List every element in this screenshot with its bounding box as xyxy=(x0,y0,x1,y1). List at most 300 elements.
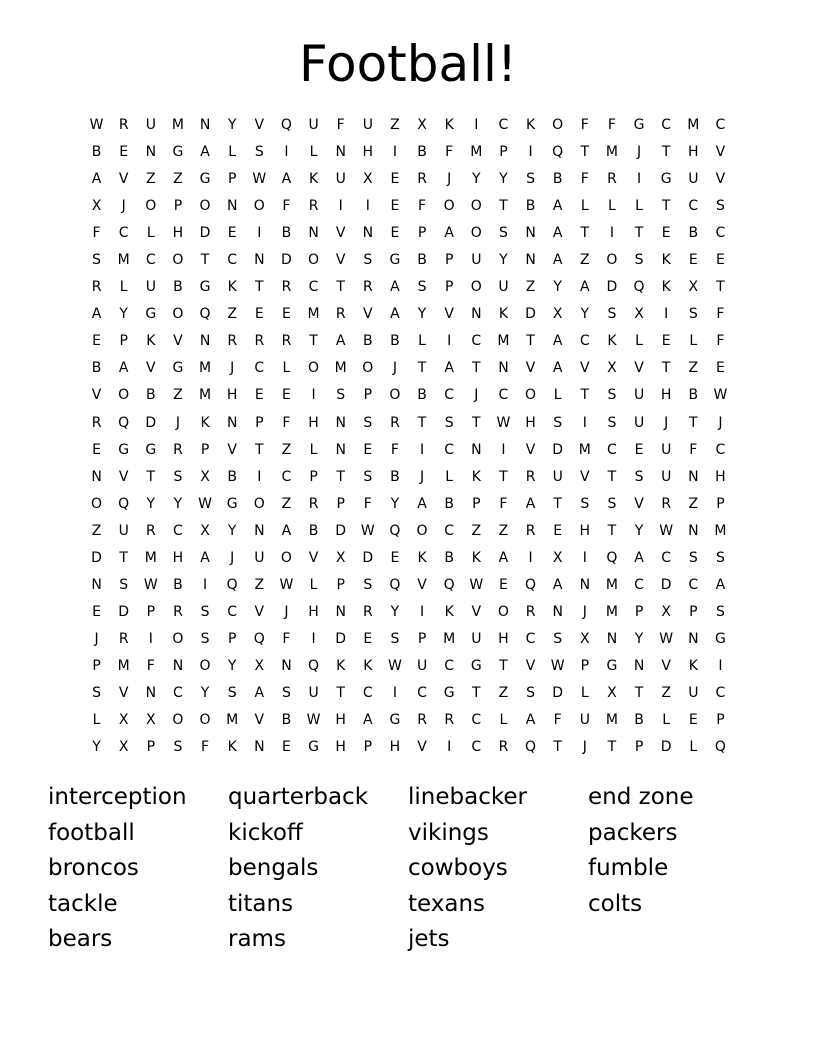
grid-cell[interactable]: W xyxy=(279,576,294,593)
grid-cell[interactable]: O xyxy=(199,657,211,674)
grid-cell[interactable]: K xyxy=(146,333,156,350)
grid-cell[interactable]: J xyxy=(284,603,289,620)
grid-cell[interactable]: A xyxy=(552,360,563,377)
grid-cell[interactable]: W xyxy=(388,657,402,674)
grid-cell[interactable]: X xyxy=(634,306,644,323)
grid-cell[interactable]: T xyxy=(417,360,427,377)
grid-cell[interactable]: C xyxy=(227,603,238,620)
grid-cell[interactable]: O xyxy=(172,252,184,269)
grid-cell[interactable]: C xyxy=(444,441,455,458)
grid-cell[interactable]: N xyxy=(471,441,482,458)
grid-cell[interactable]: H xyxy=(308,414,319,431)
grid-cell[interactable]: E xyxy=(363,441,373,458)
grid-cell[interactable]: R xyxy=(362,279,373,296)
grid-cell[interactable]: B xyxy=(390,468,400,485)
grid-cell[interactable]: A xyxy=(498,549,509,566)
grid-cell[interactable]: A xyxy=(552,333,563,350)
grid-cell[interactable]: P xyxy=(580,657,590,674)
grid-cell[interactable]: T xyxy=(336,279,345,296)
grid-cell[interactable]: N xyxy=(606,630,618,647)
grid-cell[interactable]: J xyxy=(474,387,479,404)
grid-cell[interactable]: B xyxy=(417,387,427,404)
grid-cell[interactable]: Q xyxy=(118,414,130,431)
grid-cell[interactable]: Z xyxy=(227,306,237,323)
grid-cell[interactable]: T xyxy=(634,684,644,701)
grid-cell[interactable]: I xyxy=(392,144,397,161)
grid-cell[interactable]: Q xyxy=(226,576,238,593)
grid-cell[interactable]: A xyxy=(200,144,210,161)
grid-cell[interactable]: X xyxy=(200,522,210,539)
grid-cell[interactable]: P xyxy=(417,225,427,242)
grid-cell[interactable]: S xyxy=(526,684,535,701)
grid-cell[interactable]: Q xyxy=(633,279,645,296)
grid-cell[interactable]: Y xyxy=(634,522,644,539)
grid-cell[interactable]: B xyxy=(173,576,183,593)
grid-cell[interactable]: N xyxy=(199,333,211,350)
grid-cell[interactable]: J xyxy=(230,549,235,566)
grid-cell[interactable]: U xyxy=(254,549,265,566)
grid-cell[interactable]: X xyxy=(200,468,210,485)
grid-cell[interactable]: V xyxy=(308,549,319,566)
grid-cell[interactable]: L xyxy=(282,360,291,377)
grid-cell[interactable]: V xyxy=(335,225,346,242)
grid-cell[interactable]: E xyxy=(688,712,698,729)
grid-cell[interactable]: O xyxy=(308,360,320,377)
grid-cell[interactable]: P xyxy=(499,144,508,161)
grid-cell[interactable]: M xyxy=(605,144,618,161)
grid-cell[interactable]: K xyxy=(336,657,346,674)
grid-cell[interactable]: S xyxy=(200,603,210,620)
grid-cell[interactable]: U xyxy=(335,171,346,188)
grid-cell[interactable]: I xyxy=(528,144,533,161)
grid-cell[interactable]: U xyxy=(471,630,482,647)
grid-cell[interactable]: B xyxy=(91,360,102,377)
grid-cell[interactable]: C xyxy=(661,117,672,133)
grid-cell[interactable]: V xyxy=(580,468,590,485)
grid-cell[interactable]: Z xyxy=(580,252,590,269)
grid-cell[interactable]: K xyxy=(498,306,509,323)
grid-cell[interactable]: L xyxy=(635,198,643,215)
grid-cell[interactable]: Y xyxy=(499,171,508,188)
grid-cell[interactable]: R xyxy=(417,712,427,729)
grid-cell[interactable]: N xyxy=(335,603,346,620)
grid-cell[interactable]: T xyxy=(119,549,128,566)
grid-cell[interactable]: Z xyxy=(471,522,482,539)
grid-cell[interactable]: H xyxy=(172,225,184,242)
grid-cell[interactable]: R xyxy=(308,198,319,215)
grid-cell[interactable]: F xyxy=(390,441,399,458)
grid-cell[interactable]: P xyxy=(255,414,264,431)
grid-cell[interactable]: P xyxy=(417,630,427,647)
grid-cell[interactable]: G xyxy=(715,630,726,647)
grid-cell[interactable]: N xyxy=(498,360,509,377)
grid-cell[interactable]: S xyxy=(336,387,346,404)
grid-cell[interactable]: Q xyxy=(714,739,726,756)
grid-cell[interactable]: E xyxy=(390,549,400,566)
grid-cell[interactable]: N xyxy=(335,144,346,161)
grid-cell[interactable]: T xyxy=(146,468,156,485)
grid-cell[interactable]: T xyxy=(607,468,617,485)
grid-cell[interactable]: U xyxy=(552,468,563,485)
grid-cell[interactable]: M xyxy=(605,603,618,620)
grid-cell[interactable]: O xyxy=(606,252,618,269)
grid-cell[interactable]: Y xyxy=(634,630,644,647)
grid-cell[interactable]: O xyxy=(172,712,184,729)
grid-cell[interactable]: T xyxy=(499,198,508,215)
grid-cell[interactable]: V xyxy=(715,144,726,161)
grid-cell[interactable]: R xyxy=(525,603,536,620)
grid-cell[interactable]: H xyxy=(335,712,346,729)
grid-cell[interactable]: E xyxy=(661,225,671,242)
grid-cell[interactable]: L xyxy=(580,198,589,215)
grid-cell[interactable]: M xyxy=(605,712,618,729)
grid-cell[interactable]: C xyxy=(281,468,292,485)
grid-cell[interactable]: M xyxy=(497,333,510,350)
grid-cell[interactable]: W xyxy=(659,522,674,539)
grid-cell[interactable]: Q xyxy=(389,576,401,593)
grid-cell[interactable]: R xyxy=(362,603,373,620)
grid-cell[interactable]: M xyxy=(199,360,212,377)
grid-cell[interactable]: N xyxy=(145,144,157,161)
grid-cell[interactable]: A xyxy=(525,712,536,729)
grid-cell[interactable]: J xyxy=(718,414,723,431)
grid-cell[interactable]: F xyxy=(363,495,372,512)
grid-cell[interactable]: Y xyxy=(499,252,508,269)
grid-cell[interactable]: P xyxy=(472,495,481,512)
grid-cell[interactable]: L xyxy=(92,712,101,729)
grid-cell[interactable]: G xyxy=(606,657,618,674)
grid-cell[interactable]: C xyxy=(227,252,238,269)
grid-cell[interactable]: Y xyxy=(417,306,427,323)
grid-cell[interactable]: H xyxy=(525,414,536,431)
grid-cell[interactable]: A xyxy=(390,279,400,296)
grid-cell[interactable]: L xyxy=(228,144,237,161)
grid-cell[interactable]: T xyxy=(607,522,617,539)
grid-cell[interactable]: Y xyxy=(146,495,156,512)
grid-cell[interactable]: N xyxy=(308,225,319,242)
grid-cell[interactable]: P xyxy=(716,712,725,729)
grid-cell[interactable]: U xyxy=(661,468,672,485)
grid-cell[interactable]: L xyxy=(445,468,454,485)
grid-cell[interactable]: V xyxy=(118,171,129,188)
grid-cell[interactable]: E xyxy=(390,171,400,188)
grid-cell[interactable]: D xyxy=(145,414,157,431)
grid-cell[interactable]: A xyxy=(91,306,102,323)
grid-cell[interactable]: B xyxy=(146,387,156,404)
grid-cell[interactable]: Q xyxy=(253,630,265,647)
grid-cell[interactable]: S xyxy=(715,603,725,620)
grid-cell[interactable]: B xyxy=(227,468,237,485)
grid-cell[interactable]: A xyxy=(552,252,563,269)
grid-cell[interactable]: X xyxy=(254,657,265,674)
grid-cell[interactable]: K xyxy=(363,657,373,674)
grid-cell[interactable]: Q xyxy=(199,306,211,323)
grid-cell[interactable]: N xyxy=(525,252,536,269)
grid-cell[interactable]: J xyxy=(230,360,235,377)
grid-cell[interactable]: E xyxy=(634,441,644,458)
grid-cell[interactable]: O xyxy=(308,252,320,269)
grid-cell[interactable]: E xyxy=(390,225,400,242)
grid-cell[interactable]: B xyxy=(281,712,292,729)
grid-cell[interactable]: P xyxy=(336,576,345,593)
grid-cell[interactable]: T xyxy=(553,495,562,512)
grid-cell[interactable]: I xyxy=(338,198,343,215)
grid-cell[interactable]: W xyxy=(659,630,674,647)
grid-cell[interactable]: S xyxy=(526,171,535,188)
grid-cell[interactable]: C xyxy=(715,441,726,458)
grid-cell[interactable]: Y xyxy=(92,739,101,756)
grid-cell[interactable]: R xyxy=(390,414,400,431)
grid-cell[interactable]: I xyxy=(148,630,153,647)
grid-cell[interactable]: T xyxy=(255,279,264,296)
grid-cell[interactable]: M xyxy=(443,630,456,647)
grid-cell[interactable]: F xyxy=(445,144,454,161)
grid-cell[interactable]: O xyxy=(199,198,211,215)
grid-cell[interactable]: X xyxy=(335,549,346,566)
grid-cell[interactable]: C xyxy=(444,657,455,674)
grid-cell[interactable]: A xyxy=(552,576,563,593)
grid-cell[interactable]: C xyxy=(715,684,726,701)
grid-cell[interactable]: D xyxy=(335,630,347,647)
grid-cell[interactable]: P xyxy=(227,630,237,647)
grid-cell[interactable]: N xyxy=(688,522,699,539)
grid-cell[interactable]: P xyxy=(363,739,373,756)
grid-cell[interactable]: S xyxy=(254,144,264,161)
grid-cell[interactable]: D xyxy=(525,306,536,323)
grid-cell[interactable]: K xyxy=(308,171,319,188)
grid-cell[interactable]: K xyxy=(444,603,454,620)
grid-cell[interactable]: F xyxy=(689,441,698,458)
grid-cell[interactable]: B xyxy=(688,225,699,242)
grid-cell[interactable]: M xyxy=(307,306,320,323)
grid-cell[interactable]: C xyxy=(471,739,482,756)
grid-cell[interactable]: S xyxy=(173,739,183,756)
grid-cell[interactable]: H xyxy=(688,144,699,161)
grid-cell[interactable]: E xyxy=(254,306,264,323)
grid-cell[interactable]: K xyxy=(227,739,237,756)
grid-cell[interactable]: S xyxy=(688,306,698,323)
grid-cell[interactable]: R xyxy=(281,333,292,350)
grid-cell[interactable]: O xyxy=(525,387,537,404)
grid-cell[interactable]: C xyxy=(498,117,509,133)
grid-cell[interactable]: V xyxy=(525,657,536,674)
grid-cell[interactable]: R xyxy=(145,522,156,539)
grid-cell[interactable]: O xyxy=(389,387,401,404)
grid-cell[interactable]: D xyxy=(606,279,618,296)
grid-cell[interactable]: D xyxy=(199,225,211,242)
grid-cell[interactable]: W xyxy=(713,387,728,404)
grid-cell[interactable]: H xyxy=(715,468,726,485)
grid-cell[interactable]: I xyxy=(474,117,479,133)
grid-cell[interactable]: N xyxy=(226,414,238,431)
grid-cell[interactable]: H xyxy=(335,739,346,756)
grid-cell[interactable]: U xyxy=(498,279,509,296)
grid-cell[interactable]: N xyxy=(633,657,645,674)
grid-cell[interactable]: Z xyxy=(498,522,509,539)
grid-cell[interactable]: T xyxy=(661,144,671,161)
grid-cell[interactable]: G xyxy=(145,306,157,323)
grid-cell[interactable]: V xyxy=(417,576,427,593)
grid-cell[interactable]: I xyxy=(419,603,425,620)
grid-cell[interactable]: I xyxy=(609,225,614,242)
grid-cell[interactable]: N xyxy=(254,252,265,269)
grid-cell[interactable]: R xyxy=(417,171,427,188)
grid-cell[interactable]: G xyxy=(199,279,211,296)
grid-cell[interactable]: E xyxy=(92,441,101,458)
grid-cell[interactable]: G xyxy=(172,360,184,377)
grid-cell[interactable]: J xyxy=(175,414,180,431)
grid-cell[interactable]: O xyxy=(470,198,482,215)
grid-cell[interactable]: S xyxy=(363,576,373,593)
grid-cell[interactable]: K xyxy=(471,549,481,566)
grid-cell[interactable]: Y xyxy=(227,117,237,133)
grid-cell[interactable]: V xyxy=(173,333,183,350)
grid-cell[interactable]: P xyxy=(689,603,698,620)
grid-cell[interactable]: S xyxy=(390,630,400,647)
grid-cell[interactable]: C xyxy=(471,333,482,350)
grid-cell[interactable]: D xyxy=(91,549,102,566)
grid-cell[interactable]: Y xyxy=(119,306,128,323)
grid-cell[interactable]: T xyxy=(634,225,644,242)
grid-cell[interactable]: I xyxy=(257,225,262,242)
grid-cell[interactable]: N xyxy=(172,657,184,674)
grid-cell[interactable]: A xyxy=(390,306,400,323)
grid-cell[interactable]: G xyxy=(389,712,401,729)
grid-cell[interactable]: M xyxy=(199,387,212,404)
grid-cell[interactable]: U xyxy=(145,117,156,133)
grid-cell[interactable]: P xyxy=(309,468,318,485)
grid-cell[interactable]: L xyxy=(146,225,155,242)
grid-cell[interactable]: B xyxy=(281,225,292,242)
grid-cell[interactable]: G xyxy=(118,441,130,458)
grid-cell[interactable]: F xyxy=(418,198,427,215)
grid-cell[interactable]: R xyxy=(661,495,672,512)
grid-cell[interactable]: O xyxy=(253,495,265,512)
grid-cell[interactable]: T xyxy=(689,414,698,431)
grid-cell[interactable]: H xyxy=(362,144,374,161)
grid-cell[interactable]: W xyxy=(496,414,511,431)
grid-cell[interactable]: C xyxy=(471,712,482,729)
grid-cell[interactable]: S xyxy=(498,225,508,242)
grid-cell[interactable]: M xyxy=(334,360,347,377)
grid-cell[interactable]: X xyxy=(552,306,563,323)
grid-cell[interactable]: Z xyxy=(254,576,265,593)
grid-cell[interactable]: L xyxy=(309,144,318,161)
grid-cell[interactable]: I xyxy=(284,144,289,161)
grid-cell[interactable]: I xyxy=(419,441,425,458)
grid-cell[interactable]: N xyxy=(254,739,265,756)
grid-cell[interactable]: Z xyxy=(661,684,671,701)
grid-cell[interactable]: L xyxy=(635,333,643,350)
grid-cell[interactable]: C xyxy=(254,360,265,377)
grid-cell[interactable]: K xyxy=(417,549,427,566)
grid-cell[interactable]: S xyxy=(444,414,454,431)
grid-cell[interactable]: V xyxy=(227,441,237,458)
grid-cell[interactable]: P xyxy=(716,495,725,512)
grid-cell[interactable]: C xyxy=(173,684,183,701)
grid-cell[interactable]: Z xyxy=(498,684,509,701)
grid-cell[interactable]: V xyxy=(91,387,102,404)
grid-cell[interactable]: K xyxy=(688,657,698,674)
grid-cell[interactable]: V xyxy=(118,468,129,485)
grid-cell[interactable]: C xyxy=(362,684,373,701)
grid-cell[interactable]: M xyxy=(470,144,483,161)
grid-cell[interactable]: E xyxy=(92,333,101,350)
grid-cell[interactable]: X xyxy=(661,603,671,620)
grid-cell[interactable]: A xyxy=(363,712,373,729)
grid-cell[interactable]: F xyxy=(499,495,508,512)
grid-cell[interactable]: S xyxy=(688,549,698,566)
grid-cell[interactable]: T xyxy=(499,468,508,485)
grid-cell[interactable]: P xyxy=(227,171,237,188)
grid-cell[interactable]: N xyxy=(335,414,346,431)
grid-cell[interactable]: J xyxy=(447,171,452,188)
grid-cell[interactable]: B xyxy=(91,144,102,161)
grid-cell[interactable]: F xyxy=(146,657,155,674)
grid-cell[interactable]: X xyxy=(91,198,102,215)
grid-cell[interactable]: M xyxy=(117,252,130,269)
grid-cell[interactable]: I xyxy=(582,549,587,566)
grid-cell[interactable]: C xyxy=(308,279,319,296)
grid-cell[interactable]: E xyxy=(499,576,508,593)
grid-cell[interactable]: W xyxy=(550,657,565,674)
grid-cell[interactable]: B xyxy=(417,252,427,269)
grid-cell[interactable]: V xyxy=(471,603,482,620)
grid-cell[interactable]: S xyxy=(580,495,590,512)
grid-cell[interactable]: W xyxy=(143,576,158,593)
grid-cell[interactable]: T xyxy=(580,387,590,404)
grid-cell[interactable]: Z xyxy=(146,171,156,188)
grid-cell[interactable]: V xyxy=(634,360,644,377)
grid-cell[interactable]: I xyxy=(311,387,316,404)
grid-cell[interactable]: R xyxy=(227,333,238,350)
grid-cell[interactable]: I xyxy=(257,468,262,485)
grid-cell[interactable]: T xyxy=(417,414,427,431)
grid-cell[interactable]: G xyxy=(199,171,211,188)
grid-cell[interactable]: G xyxy=(389,252,401,269)
grid-cell[interactable]: A xyxy=(634,549,644,566)
grid-cell[interactable]: V xyxy=(525,360,536,377)
grid-cell[interactable]: L xyxy=(309,576,318,593)
grid-cell[interactable]: H xyxy=(226,387,238,404)
grid-cell[interactable]: S xyxy=(715,198,725,215)
grid-cell[interactable]: C xyxy=(444,522,455,539)
grid-cell[interactable]: V xyxy=(417,739,427,756)
grid-cell[interactable]: B xyxy=(308,522,319,539)
grid-cell[interactable]: U xyxy=(633,414,645,431)
grid-cell[interactable]: Q xyxy=(552,144,564,161)
grid-cell[interactable]: A xyxy=(444,360,454,377)
grid-cell[interactable]: J xyxy=(582,739,587,756)
grid-cell[interactable]: X xyxy=(118,739,129,756)
grid-cell[interactable]: P xyxy=(444,279,454,296)
grid-cell[interactable]: B xyxy=(390,333,400,350)
grid-cell[interactable]: C xyxy=(661,549,672,566)
grid-cell[interactable]: S xyxy=(92,684,101,701)
grid-cell[interactable]: R xyxy=(335,306,346,323)
grid-cell[interactable]: C xyxy=(417,684,427,701)
grid-cell[interactable]: R xyxy=(173,441,183,458)
grid-cell[interactable]: M xyxy=(714,522,727,539)
grid-cell[interactable]: A xyxy=(200,549,210,566)
grid-cell[interactable]: R xyxy=(498,739,509,756)
grid-cell[interactable]: B xyxy=(634,712,644,729)
grid-cell[interactable]: P xyxy=(173,198,183,215)
grid-cell[interactable]: N xyxy=(471,306,482,323)
grid-cell[interactable]: Z xyxy=(688,495,699,512)
grid-cell[interactable]: F xyxy=(716,333,725,350)
grid-cell[interactable]: G xyxy=(226,495,238,512)
